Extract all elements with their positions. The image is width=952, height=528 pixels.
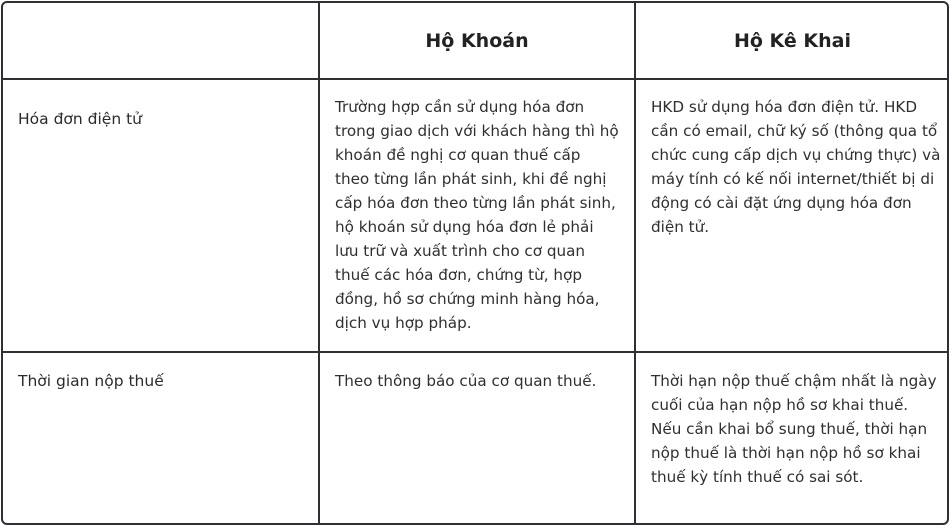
column-divider-1 <box>318 3 320 523</box>
column-divider-2 <box>634 3 636 523</box>
header-empty-cell <box>3 3 318 79</box>
cell-ho-khoan-hoa-don: Trường hợp cần sử dụng hóa đơn trong giao dịch với khách hàng thì hộ khoán đề nghị cơ quan thuế cấp theo từng lần phát sinh, khi đề nghị cấp hóa đơn theo từng lần phát sinh, hộ khoán sử dụng hóa đơn lẻ phải lưu trữ và xuất trình cho cơ quan thuế các hóa đơn, chứng từ, hợp đồng, hồ sơ chứng minh hàng hóa, dịch vụ hợp pháp. <box>335 98 619 332</box>
cell-ho-ke-khai-thoi-gian-line2: Nếu cần khai bổ sung thuế, thời hạn nộp thuế là thời hạn nộp hồ sơ khai thuế kỳ tính thuế có sai sót. <box>651 420 928 486</box>
cell-ho-ke-khai-hoa-don: HKD sử dụng hóa đơn điện tử. HKD cần có email, chữ ký số (thông qua tổ chức cung cấp dịch vụ chứng thực) và máy tính có kế nối internet/thiết bị di động có cài đặt ứng dụng hóa đơn điện tử. <box>651 98 941 236</box>
row-label-hoa-don: Hóa đơn điện tử <box>18 110 142 128</box>
header-ho-ke-khai: Hộ Kê Khai <box>733 30 852 52</box>
cell-ho-khoan-thoi-gian: Theo thông báo của cơ quan thuế. <box>335 372 597 390</box>
header-ho-khoan: Hộ Khoán <box>425 30 529 52</box>
cell-ho-ke-khai-thoi-gian <box>651 369 941 489</box>
cell-ho-ke-khai-thoi-gian-line1: Thời hạn nộp thuế chậm nhất là ngày cuối của hạn nộp hồ sơ khai thuế. <box>651 372 937 414</box>
comparison-table <box>1 1 949 525</box>
row-label-thoi-gian: Thời gian nộp thuế <box>18 372 164 390</box>
row-divider-1 <box>3 351 947 353</box>
